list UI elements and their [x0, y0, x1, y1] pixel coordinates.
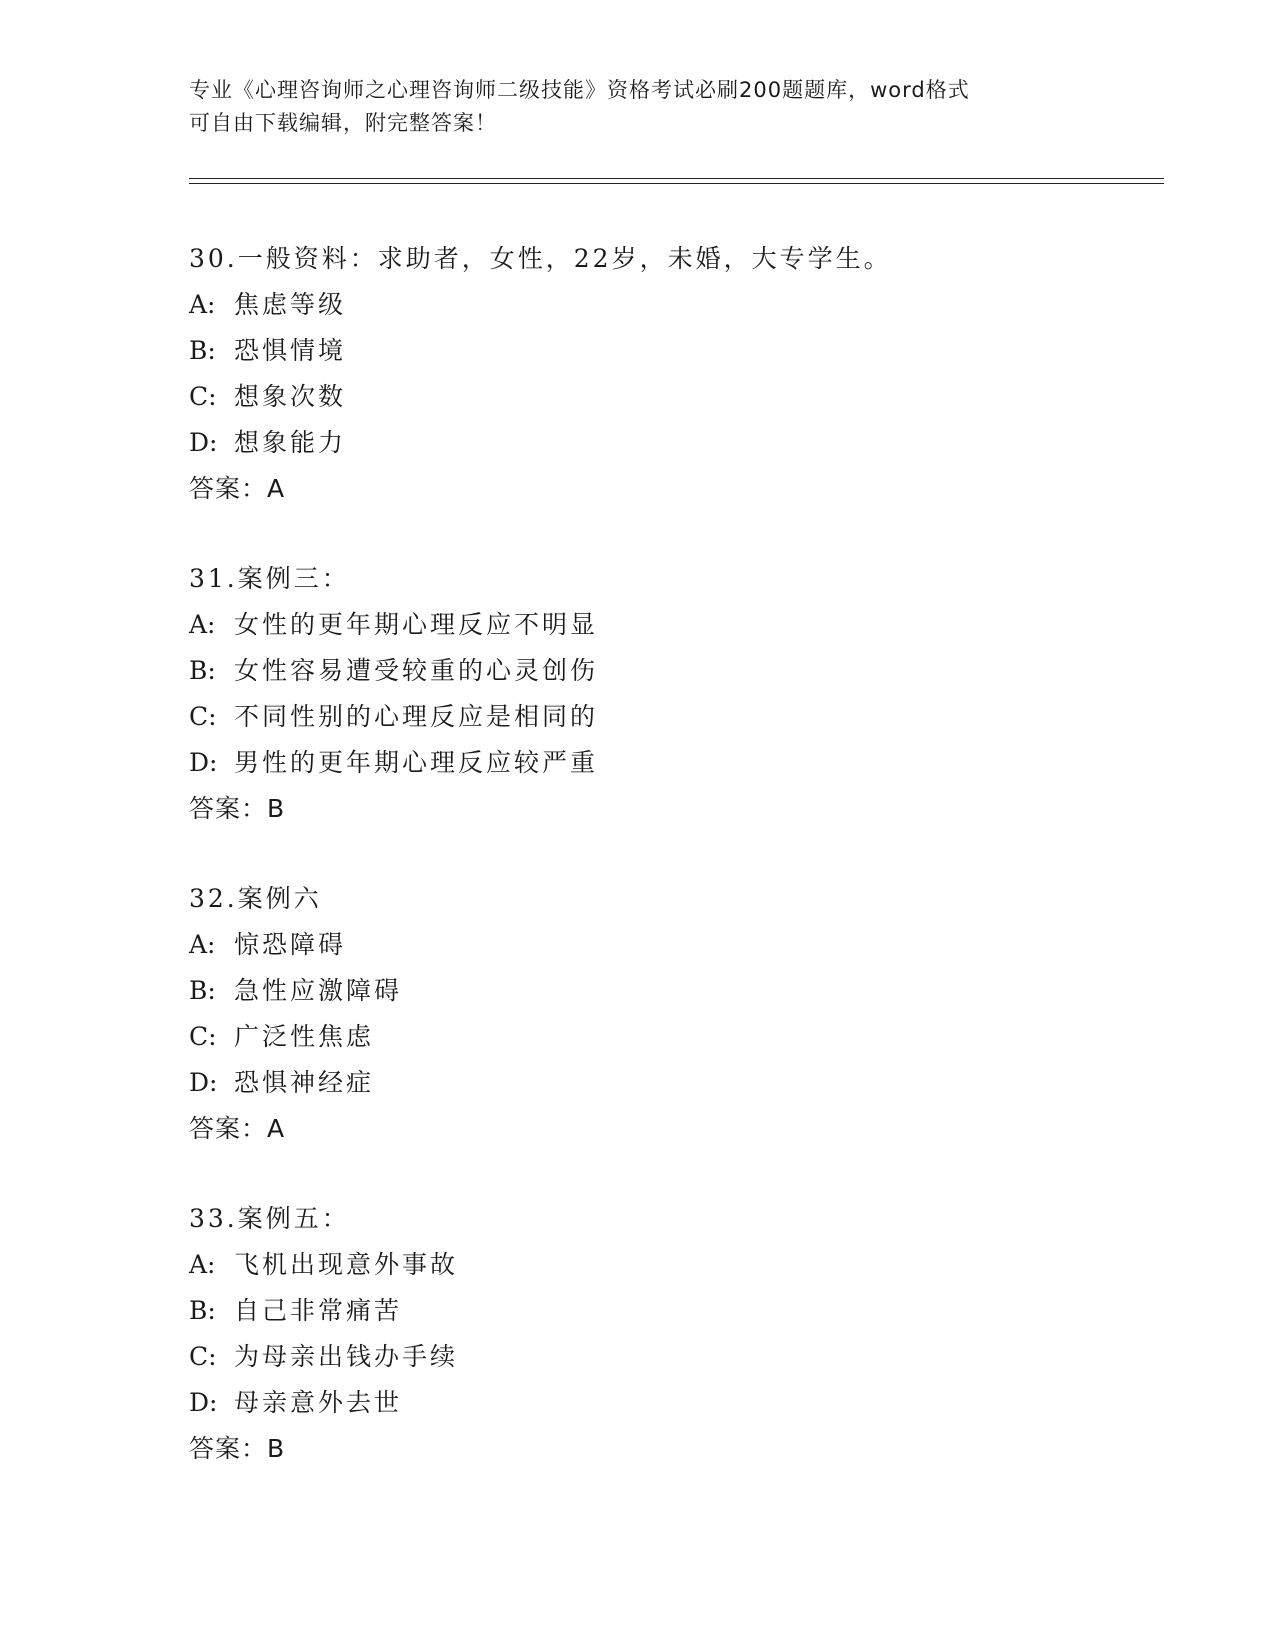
answer-line: 答案：B: [189, 1434, 286, 1463]
option-label: B:: [189, 976, 216, 1005]
question-list: [189, 236, 1149, 1516]
option-text: 女性的更年期心理反应不明显: [234, 610, 599, 639]
option-c: [189, 374, 1149, 420]
header-divider-bottom: [189, 183, 1164, 184]
option-label: B:: [189, 656, 216, 685]
question-stem: 32.案例六: [189, 884, 322, 913]
header-divider-top: [189, 178, 1164, 179]
option-label: B:: [189, 336, 216, 365]
question-30: [189, 236, 1149, 512]
option-c: [189, 1334, 1149, 1380]
option-label: D:: [189, 1068, 218, 1097]
option-a: [189, 922, 1149, 968]
option-label: C:: [189, 702, 217, 731]
question-32: [189, 876, 1149, 1152]
answer-line: 答案：B: [189, 794, 286, 823]
option-a: [189, 1242, 1149, 1288]
option-c: [189, 694, 1149, 740]
option-label: C:: [189, 382, 217, 411]
option-d: [189, 1380, 1149, 1426]
option-label: D:: [189, 748, 218, 777]
option-b: [189, 648, 1149, 694]
option-label: A:: [189, 610, 216, 639]
option-d: [189, 420, 1149, 466]
question-31: [189, 556, 1149, 832]
option-text: 想象次数: [234, 382, 347, 411]
option-label: B:: [189, 1296, 216, 1325]
option-text: 女性容易遭受较重的心灵创伤: [234, 656, 599, 685]
option-text: 恐惧情境: [234, 336, 347, 365]
option-label: A:: [189, 1250, 216, 1279]
option-label: A:: [189, 290, 216, 319]
option-text: 急性应激障碍: [234, 976, 403, 1005]
option-text: 想象能力: [234, 428, 347, 457]
answer-line: 答案：A: [189, 1114, 286, 1143]
document-header: [189, 74, 1089, 140]
question-stem: 30.一般资料：求助者，女性，22岁，未婚，大专学生。: [189, 244, 892, 273]
header-title-line-2: 可自由下载编辑，附完整答案！: [189, 111, 497, 135]
option-b: [189, 968, 1149, 1014]
option-b: [189, 328, 1149, 374]
option-label: A:: [189, 930, 216, 959]
option-text: 母亲意外去世: [234, 1388, 403, 1417]
header-title-line-1: 专业《心理咨询师之心理咨询师二级技能》资格考试必刷200题题库，word格式: [189, 78, 970, 102]
option-text: 男性的更年期心理反应较严重: [234, 748, 599, 777]
question-stem: 31.案例三：: [189, 564, 350, 593]
option-d: [189, 1060, 1149, 1106]
option-d: [189, 740, 1149, 786]
option-label: D:: [189, 428, 218, 457]
answer-line: 答案：A: [189, 474, 286, 503]
option-a: [189, 602, 1149, 648]
option-text: 焦虑等级: [234, 290, 347, 319]
question-33: [189, 1196, 1149, 1472]
option-label: C:: [189, 1022, 217, 1051]
option-label: D:: [189, 1388, 218, 1417]
question-stem: 33.案例五：: [189, 1204, 350, 1233]
option-b: [189, 1288, 1149, 1334]
option-text: 惊恐障碍: [234, 930, 347, 959]
option-text: 不同性别的心理反应是相同的: [234, 702, 599, 731]
option-label: C:: [189, 1342, 217, 1371]
option-c: [189, 1014, 1149, 1060]
option-text: 恐惧神经症: [234, 1068, 375, 1097]
option-a: [189, 282, 1149, 328]
option-text: 为母亲出钱办手续: [234, 1342, 459, 1371]
option-text: 广泛性焦虑: [234, 1022, 375, 1051]
option-text: 飞机出现意外事故: [234, 1250, 459, 1279]
option-text: 自己非常痛苦: [234, 1296, 403, 1325]
